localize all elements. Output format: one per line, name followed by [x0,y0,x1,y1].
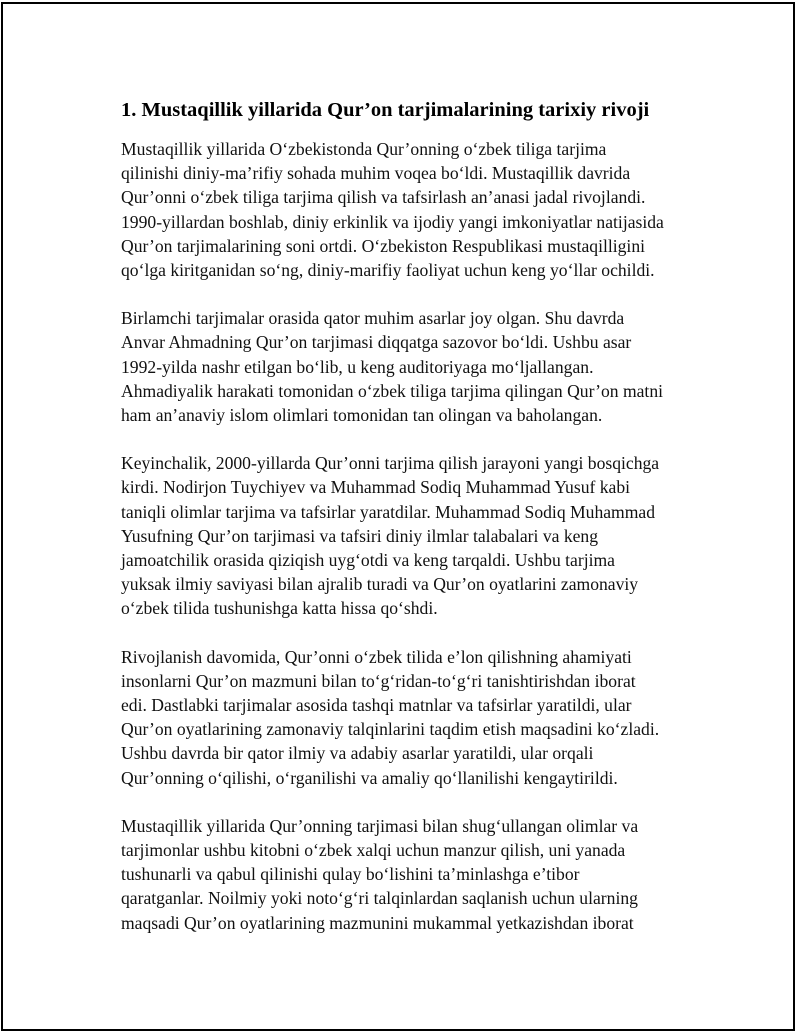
document-body [121,96,701,959]
text-line: qo‘lga kiritganidan so‘ng, diniy-marifiy faoliyat uchun keng yo‘llar ochildi. [121,260,655,281]
text-line: 1990-yillardan boshlab, diniy erkinlik va ijodiy yangi imkoniyatlar natijasida [121,211,664,232]
text-line: tarjimonlar ushbu kitobni o‘zbek xalqi uchun manzur qilish, uni yanada [121,840,626,861]
text-line: Yusufning Qur’on tarjimasi va tafsiri diniy ilmlar talabalari va keng [121,525,599,546]
text-line: qaratganlar. Noilmiy yoki noto‘g‘ri talqinlardan saqlanish uchun ularning [121,888,638,909]
paragraph-1 [121,137,701,282]
text-line: tushunarli va qabul qilinishi qulay bo‘lishini ta’minlashga e’tibor [121,864,580,885]
text-line: Qur’onni o‘zbek tiliga tarjima qilish va tafsirlash an’anasi jadal rivojlandi. [121,187,646,208]
text-line: Mustaqillik yillarida O‘zbekistonda Qur’onning o‘zbek tiliga tarjima [121,139,607,159]
text-line: Birlamchi tarjimalar orasida qator muhim asarlar joy olgan. Shu davrda [121,308,625,329]
text-line: jamoatchilik orasida qiziqish uyg‘otdi va keng tarqaldi. Ushbu tarjima [121,550,615,571]
text-line: Keyinchalik, 2000-yillarda Qur’onni tarjima qilish jarayoni yangi bosqichga [121,453,660,474]
text-line: qilinishi diniy-ma’rifiy sohada muhim voqea bo‘ldi. Mustaqillik davrida [121,163,631,184]
text-line: Ushbu davrda bir qator ilmiy va adabiy asarlar yaratildi, ular orqali [121,743,594,764]
paragraph-2 [121,306,701,427]
text-line: Anvar Ahmadning Qur’on tarjimasi diqqatga sazovor bo‘ldi. Ushbu asar [121,332,632,353]
text-line: insonlarni Qur’on mazmuni bilan to‘g‘ridan-to‘g‘ri tanishtirishdan iborat [121,670,636,691]
text-line: yuksak ilmiy saviyasi bilan ajralib turadi va Qur’on oyatlarini zamonaviy [121,574,639,595]
text-line: Rivojlanish davomida, Qur’onni o‘zbek tilida e’lon qilishning ahamiyati [121,646,632,667]
paragraph-3 [121,451,701,620]
text-line: o‘zbek tilida tushunishga katta hissa qo‘shdi. [121,598,438,619]
paragraph-4 [121,645,701,790]
text-line: Qur’on oyatlarining zamonaviy talqinlarini taqdim etish maqsadini ko‘zladi. [121,719,660,740]
text-line: maqsadi Qur’on oyatlarining mazmunini mukammal yetkazishdan iborat [121,912,634,933]
text-line: kirdi. Nodirjon Tuychiyev va Muhammad Sodiq Muhammad Yusuf kabi [121,477,631,498]
paragraph-5 [121,814,701,935]
text-line: Mustaqillik yillarida Qur’onning tarjimasi bilan shug‘ullangan olimlar va [121,815,639,836]
text-line: Ahmadiyalik harakati tomonidan o‘zbek tiliga tarjima qilingan Qur’on matni [121,380,664,401]
text-line: 1992-yilda nashr etilgan bo‘lib, u keng auditoriyaga mo‘ljallangan. [121,356,594,377]
text-line: taniqli olimlar tarjima va tafsirlar yaratdilar. Muhammad Sodiq Muhammad [121,501,656,522]
section-title: 1. Mustaqillik yillarida Qur’on tarjimalarining tarixiy rivoji [121,99,650,121]
text-line: Qur’on tarjimalarining soni ortdi. O‘zbekiston Respublikasi mustaqilligini [121,235,645,256]
page-frame [1,2,795,1031]
text-line: Qur’onning o‘qilishi, o‘rganilishi va amaliy qo‘llanilishi kengaytirildi. [121,767,618,788]
text-line: ham an’anaviy islom olimlari tomonidan tan olingan va baholangan. [121,405,603,426]
text-line: edi. Dastlabki tarjimalar asosida tashqi matnlar va tafsirlar yaratildi, ular [121,695,632,716]
